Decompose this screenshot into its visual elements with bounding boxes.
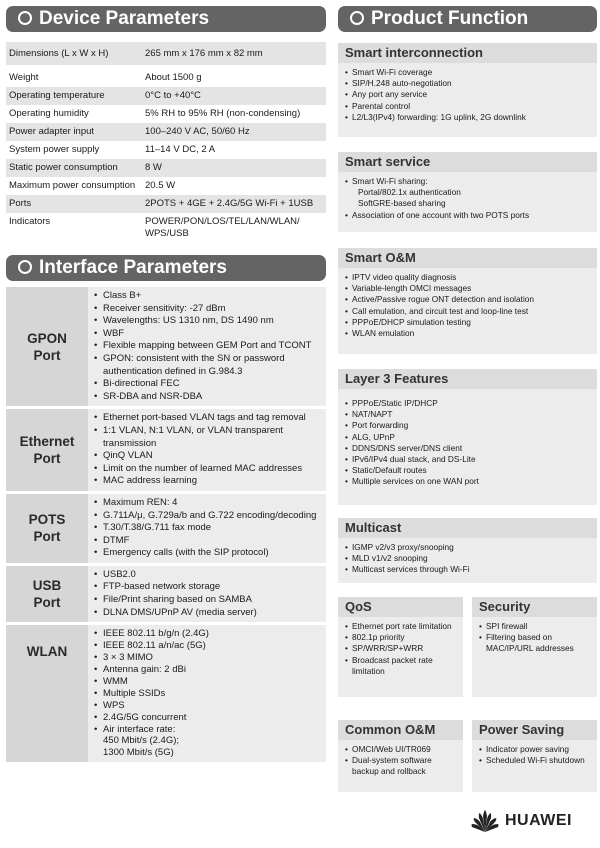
list-item: • PPPoE/DHCP simulation testing (345, 317, 593, 328)
list-item: • MLD v1/v2 snooping (345, 553, 593, 564)
table-row: Operating humidity 5% RH to 95% RH (non-condensing) (9, 108, 301, 119)
list-item: • SPI firewall (479, 621, 593, 632)
common-om-section (338, 720, 463, 792)
section-title: Smart O&M (338, 248, 597, 268)
list-item: • QinQ VLAN (94, 450, 322, 463)
circle-icon (18, 260, 32, 274)
table-row: Operating temperature 0°C to +40°C (6, 87, 326, 105)
circle-icon (18, 11, 32, 25)
huawei-flower-icon (470, 808, 500, 834)
list-item: • Scheduled Wi-Fi shutdown (479, 755, 593, 766)
list-item: • GPON: consistent with the SN or password authentication defined in G.984.3 (94, 353, 322, 378)
list-item: • T.30/T.38/G.711 fax mode (94, 522, 322, 535)
list-item: • Multiple SSIDs (94, 688, 322, 700)
list-item: • USB2.0 (94, 569, 322, 582)
ethernet-port-block (6, 409, 326, 491)
wlan-label: WLAN (26, 644, 68, 660)
list-item: • IPTV video quality diagnosis (345, 272, 593, 283)
list-item: • L2/L3(IPv4) forwarding: 1G uplink, 2G downlink (345, 112, 593, 123)
list-item: • Ethernet port-based VLAN tags and tag removal (94, 412, 322, 425)
list-item: • Multiple services on one WAN port (345, 476, 593, 487)
list-item: • Active/Passive rogue ONT detection and isolation (345, 294, 593, 305)
multicast-section (338, 518, 597, 583)
security-section (472, 597, 597, 697)
list-item: • 3 × 3 MIMO (94, 652, 322, 664)
feature-list (338, 172, 597, 225)
list-item: • Parental control (345, 101, 593, 112)
list-item: • File/Print sharing based on SAMBA (94, 594, 322, 607)
interface-parameters-header: Interface Parameters (6, 255, 326, 281)
list-item: • Flexible mapping between GEM Port and TCONT (94, 340, 322, 353)
list-item: • SR-DBA and NSR-DBA (94, 391, 322, 404)
table-row: System power supply 11–14 V DC, 2 A (9, 144, 216, 155)
feature-list (338, 389, 597, 492)
list-item: • Indicator power saving (479, 744, 593, 755)
table-row: Indicators POWER/PON/LOS/TEL/LAN/WLAN/ WPS/USB (9, 216, 300, 239)
list-item: • Smart Wi-Fi sharing: (345, 176, 593, 187)
layer3-features-section (338, 369, 597, 505)
feature-list (338, 268, 597, 343)
list-item: • 2.4G/5G concurrent (94, 712, 322, 724)
list-item: • DTMF (94, 535, 322, 548)
gpon-port-block (6, 287, 326, 406)
table-row: Weight About 1500 g (9, 72, 202, 83)
list-item: • Broadcast packet rate limitation (345, 655, 459, 677)
pots-port-label: POTS Port (28, 512, 66, 545)
list-item: • Receiver sensitivity: -27 dBm (94, 303, 322, 316)
gpon-feature-list (88, 287, 326, 406)
list-item: • WBF (94, 328, 322, 341)
list-item: • Antenna gain: 2 dBi (94, 664, 322, 676)
huawei-logo (470, 808, 572, 834)
wlan-feature-list (88, 625, 326, 762)
list-item: • Any port any service (345, 89, 593, 100)
feature-list (338, 63, 597, 127)
usb-feature-list (88, 566, 326, 622)
section-title: Common O&M (338, 720, 463, 740)
smart-interconnection-section (338, 43, 597, 137)
list-item: SoftGRE-based sharing (358, 198, 446, 209)
list-item: • WLAN emulation (345, 328, 593, 339)
list-item: • DDNS/DNS server/DNS client (345, 443, 593, 454)
list-item: • PPPoE/Static IP/DHCP (345, 398, 593, 409)
pots-port-block (6, 494, 326, 563)
list-item: 1300 Mbit/s (5G) (103, 747, 174, 759)
list-item: • Ethernet port rate limitation (345, 621, 459, 632)
list-item: • SP/WRR/SP+WRR (345, 643, 459, 654)
wlan-block (6, 625, 326, 762)
list-item: • 802.1p priority (345, 632, 459, 643)
section-title: Security (472, 597, 597, 617)
list-item: • Air interface rate: (94, 724, 322, 736)
list-item: • 1:1 VLAN, N:1 VLAN, or VLAN transparent transmission (94, 425, 322, 450)
pots-feature-list (88, 494, 326, 563)
list-item: • Static/Default routes (345, 465, 593, 476)
smart-service-section (338, 152, 597, 232)
feature-list (472, 740, 597, 770)
table-row: Dimensions (L x W x H) 265 mm x 176 mm x 82 mm (6, 42, 326, 65)
list-item: • ALG, UPnP (345, 432, 593, 443)
list-item: • DLNA DMS/UPnP AV (media server) (94, 607, 322, 620)
feature-list (472, 617, 597, 659)
list-item: • MAC address learning (94, 475, 322, 488)
list-item: • FTP-based network storage (94, 581, 322, 594)
power-saving-section (472, 720, 597, 792)
section-title: Multicast (338, 518, 597, 538)
circle-icon (350, 11, 364, 25)
list-item: • Class B+ (94, 290, 322, 303)
list-item: • IEEE 802.11 a/n/ac (5G) (94, 640, 322, 652)
device-parameters-header: Device Parameters (6, 6, 326, 32)
section-title: Layer 3 Features (338, 369, 597, 389)
usb-port-label: USB Port (32, 578, 62, 611)
list-item: • Call emulation, and circuit test and loop-line test (345, 306, 593, 317)
list-item: • Maximum REN: 4 (94, 497, 322, 510)
feature-list (338, 740, 463, 782)
list-item: • SIP/H.248 auto-negotiation (345, 78, 593, 89)
list-item: • OMCI/Web UI/TR069 (345, 744, 459, 755)
list-item: • IGMP v2/v3 proxy/snooping (345, 542, 593, 553)
list-item: • Multicast services through Wi-Fi (345, 564, 593, 575)
list-item: • WPS (94, 700, 322, 712)
list-item: • Limit on the number of learned MAC addresses (94, 463, 322, 476)
brand-name: HUAWEI (505, 812, 572, 829)
table-row: Static power consumption 8 W (6, 159, 326, 177)
list-item: • WMM (94, 676, 322, 688)
usb-port-block (6, 566, 326, 622)
list-item: • Variable-length OMCI messages (345, 283, 593, 294)
section-title: Power Saving (472, 720, 597, 740)
list-item: • G.711A/μ, G.729a/b and G.722 encoding/decoding (94, 510, 322, 523)
list-item: • IEEE 802.11 b/g/n (2.4G) (94, 628, 322, 640)
section-title: Smart service (338, 152, 597, 172)
list-item: • Association of one account with two POTS ports (345, 210, 593, 221)
list-item: • Dual-system software backup and rollback (345, 755, 459, 777)
list-item: • Emergency calls (with the SIP protocol) (94, 547, 322, 560)
product-function-header: Product Function (338, 6, 597, 32)
device-parameters-table (6, 42, 326, 243)
table-row: Ports 2POTS + 4GE + 2.4G/5G Wi-Fi + 1USB (6, 195, 326, 213)
list-item: • IPv6/IPv4 dual stack, and DS-Lite (345, 454, 593, 465)
table-row: Power adapter input 100–240 V AC, 50/60 Hz (6, 123, 326, 141)
interface-parameters-table (6, 287, 326, 765)
list-item: 450 Mbit/s (2.4G); (103, 735, 180, 747)
feature-list (338, 538, 597, 580)
table-row: Maximum power consumption 20.5 W (9, 180, 176, 191)
ethernet-feature-list (88, 409, 326, 491)
smart-om-section (338, 248, 597, 354)
list-item: • Bi-directional FEC (94, 378, 322, 391)
list-item: • Wavelengths: US 1310 nm, DS 1490 nm (94, 315, 322, 328)
list-item: • NAT/NAPT (345, 409, 593, 420)
qos-section (338, 597, 463, 697)
list-item: Portal/802.1x authentication (358, 187, 461, 198)
section-title: Smart interconnection (338, 43, 597, 63)
list-item: • Filtering based on MAC/IP/URL addresses (479, 632, 593, 654)
list-item: • Port forwarding (345, 420, 593, 431)
feature-list (338, 617, 463, 681)
section-title: QoS (338, 597, 463, 617)
list-item: • Smart Wi-Fi coverage (345, 67, 593, 78)
gpon-port-label: GPON Port (27, 330, 67, 363)
ethernet-port-label: Ethernet Port (19, 434, 75, 467)
